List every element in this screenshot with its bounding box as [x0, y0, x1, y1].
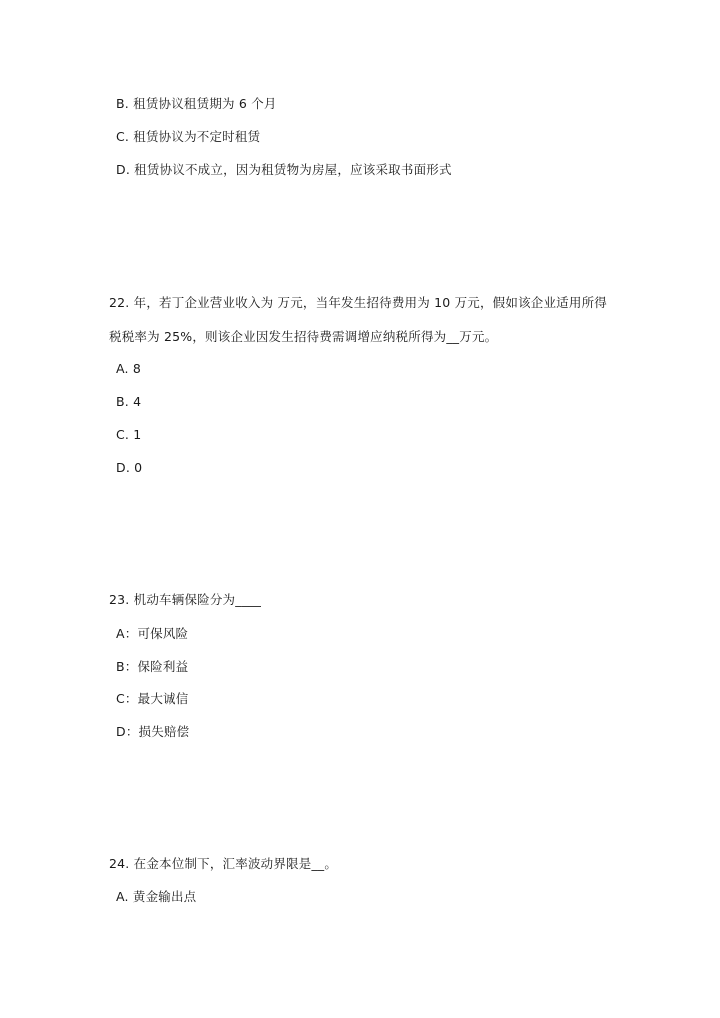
q21-option-d: D. 租赁协议不成立，因为租赁物为房屋，应该采取书面形式	[116, 162, 452, 177]
q23-stem: 23. 机动车辆保险分为____	[109, 592, 262, 607]
q24-stem: 24. 在金本位制下，汇率波动界限是__。	[109, 856, 338, 871]
q23-option-a: A：可保风险	[116, 626, 189, 641]
q23-option-d: D：损失赔偿	[116, 724, 190, 739]
q23-option-b: B：保险利益	[116, 659, 189, 674]
q22-stem-line2: 税税率为 25%，则该企业因发生招待费需调增应纳税所得为__万元。	[109, 329, 498, 344]
q22-option-c: C. 1	[116, 427, 142, 442]
q22-option-a: A. 8	[116, 361, 142, 376]
q24-option-a: A. 黄金输出点	[116, 889, 197, 904]
q22-option-b: B. 4	[116, 394, 142, 409]
q21-option-b: B. 租赁协议租赁期为 6 个月	[116, 96, 277, 111]
q21-option-c: C. 租赁协议为不定时租赁	[116, 129, 261, 144]
q22-option-d: D. 0	[116, 460, 143, 475]
q23-option-c: C：最大诚信	[116, 691, 189, 706]
q22-stem-line1: 22. 年，若丁企业营业收入为 万元，当年发生招待费用为 10 万元，假如该企业适用所得	[109, 295, 607, 310]
